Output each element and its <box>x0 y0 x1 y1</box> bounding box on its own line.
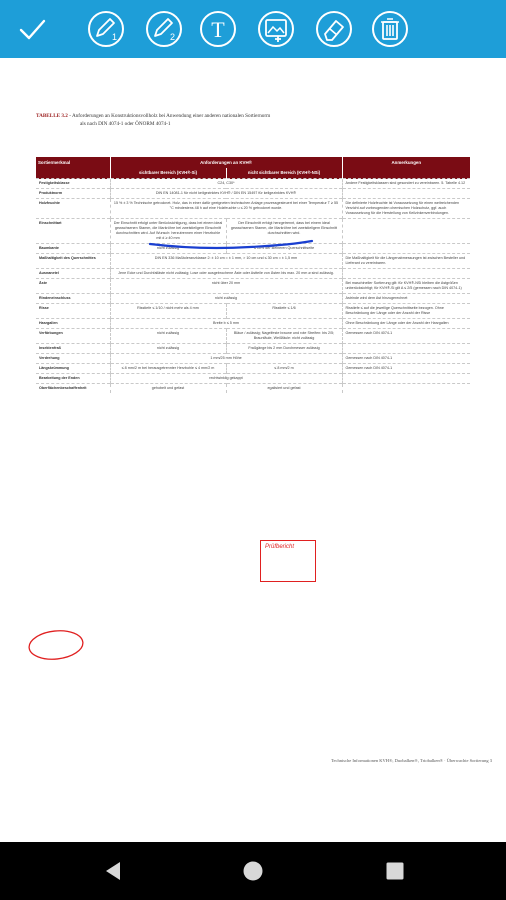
table-row <box>36 319 470 329</box>
cell-sichtbar: nicht zulässig <box>110 329 226 344</box>
cell-merkmal: Holzfeuchte <box>36 199 110 219</box>
cell-sichtbar: Breite b ≤ 5 mm <box>110 319 342 329</box>
cell-sichtbar: Jene Ecke und Durchfalläste nicht zulässig; Lose oder ausgebrochene Äste oder Astteile von Ästen bis max. 20 mm ø sind zulässig. <box>110 269 342 279</box>
cell-anmerkung <box>342 374 470 384</box>
cell-merkmal: Festigkeitsklasse <box>36 179 110 189</box>
table-row <box>36 189 470 199</box>
cell-sichtbar: nicht zulässig <box>110 294 342 304</box>
cell-anmerkung: Ohne Beschränkung der Länge oder der Anzahl der Harzgallen <box>342 319 470 329</box>
system-nav-bar <box>0 842 506 900</box>
table-row <box>36 364 470 374</box>
image-stamp-icon[interactable] <box>256 9 296 49</box>
cell-merkmal: Produktnorm <box>36 189 110 199</box>
cell-merkmal: Längskrümmung <box>36 364 110 374</box>
table-row <box>36 374 470 384</box>
cell-merkmal: Äste <box>36 279 110 294</box>
cell-merkmal: Baumkante <box>36 244 110 254</box>
cell-merkmal: Harzgallen <box>36 319 110 329</box>
cell-anmerkung <box>342 344 470 354</box>
cell-sichtbar: nicht zulässig <box>110 344 226 354</box>
cell-nicht-sichtbar: ≤ 8 mm/2 m <box>226 364 342 374</box>
eraser-icon[interactable] <box>314 9 354 49</box>
table-caption <box>36 112 476 128</box>
table-row <box>36 179 470 189</box>
cell-sichtbar: Der Einschnitt erfolgt unter Berücksichtigung, dass bei einem ideal gewachsenen Stamm, die Markröhre bei zweistieligem Einschnitt durchschnitten wird. Auf Wunsch: herzutrennen einer Herzbohle mit d ≥ 40 mm <box>110 219 226 244</box>
table-row <box>36 199 470 219</box>
cell-nicht-sichtbar: ≤ 10% der kleineren Querschnittseite <box>226 244 342 254</box>
table-row <box>36 269 470 279</box>
cell-anmerkung: Die Maßhaltigkeit für die Längenabmessungen ist zwischen Besteller und Lieferant zu vereinbaren. <box>342 254 470 269</box>
cell-merkmal: Maßhaltigkeit des Querschnittes <box>36 254 110 269</box>
cell-anmerkung: Die definierte Holzfeuchte ist Voraussetzung für einen weitreichenden Verzicht auf vorbeugenden chemischen Holzschutz, ggf. auch Voraussetzung für die Herstellung von Keilzinkenverbindungen. <box>342 199 470 219</box>
header-anforderungen: Anforderungen an KVH® <box>110 157 342 168</box>
cell-merkmal: Einschnittart <box>36 219 110 244</box>
caption-text: - Anforderungen an Konstruktionsvollholz bei Anwendung einer anderen nationalen Sortiernorm <box>67 113 271 119</box>
cell-sichtbar: 1 mm/25 mm Höhe <box>110 354 342 364</box>
table-row <box>36 254 470 269</box>
header-nicht-sichtbar: nicht sichtbarer Bereich (KVH®-NSi) <box>226 168 342 179</box>
home-icon[interactable] <box>241 859 265 883</box>
cell-merkmal: Verdrehung <box>36 354 110 364</box>
confirm-check-icon[interactable] <box>12 9 52 49</box>
caption-subtext: als nach DIN 4074-1 oder ÖNORM 4074-1 <box>80 121 171 127</box>
cell-sichtbar: 15 % ± 3 % Technische getrocknet. Holz, das in einer dafür geeigneten technischen Anlage prozessgesteuert bei einer Temperatur T ≥ 55 °C mindestens 48 h auf eine Holzfeuchte u ≤ 20 % getrocknet wurde. <box>110 199 342 219</box>
red-stamp-annotation[interactable] <box>260 540 316 582</box>
table-row <box>36 354 470 364</box>
cell-anmerkung: Gemessen nach DIN 4074-1 <box>342 364 470 374</box>
cell-sichtbar: rechtwinklig gekappt <box>110 374 342 384</box>
cell-anmerkung: Gemessen nach DIN 4074-1 <box>342 329 470 344</box>
cell-merkmal: Verfärbungen <box>36 329 110 344</box>
table-row <box>36 219 470 244</box>
trash-icon[interactable] <box>370 9 410 49</box>
pen-one-number: 1 <box>112 32 118 42</box>
page-footer: Technische Informationen KVH®, Duobalken®, Triobalken® · Überwachte Sortierung 3 <box>331 758 492 763</box>
cell-anmerkung <box>342 189 470 199</box>
cell-sichtbar: nicht über 20 mm <box>110 279 342 294</box>
cell-anmerkung: Bei maschineller Sortierung gilt: für KVH®-NSi bleiben die Astgrößen unberücksichtigt; für KVH®-Si gilt A ≤ 2/5 (gemessen nach DIN 4074-1) <box>342 279 470 294</box>
cell-sichtbar: DIN EN 336 Maßtoleranzklasse 2: ± 10 cm = ± 1 mm, > 10 cm und ≤ 30 cm = ± 1,5 mm <box>110 254 342 269</box>
cell-sichtbar: Risstiefe ≤ 1/10 / nicht mehr als 4 mm <box>110 304 226 319</box>
caption-label: TABELLE 3.2 <box>36 113 68 119</box>
cell-merkmal: Ausnanetel <box>36 269 110 279</box>
cell-sichtbar: nicht zulässig <box>110 244 226 254</box>
stamp-text: Prüfbericht <box>265 544 295 550</box>
cell-nicht-sichtbar: Der Einschnitt erfolgt herzgetrennt, dass bei einem ideal gewachsenen Stamm, die Markröhre bei zweistieligem Einschnitt durchschnitten wird. <box>226 219 342 244</box>
cell-anmerkung: Andere Festigkeitsklassen sind gesondert zu vereinbaren. 5. Tabelle 4.12 <box>342 179 470 189</box>
table-row <box>36 384 470 394</box>
table-row <box>36 244 470 254</box>
cell-anmerkung: Risstiefe ≤ auf die jeweilige Querschnittseite bezogen. Ohne Beschränkung der Länge oder der Anzahl der Risse <box>342 304 470 319</box>
back-icon[interactable] <box>101 859 125 883</box>
cell-merkmal: Risse <box>36 304 110 319</box>
cell-anmerkung <box>342 269 470 279</box>
table-row <box>36 279 470 294</box>
cell-merkmal: Bearbeitung der Enden <box>36 374 110 384</box>
pen-two-number: 2 <box>170 32 176 42</box>
cell-merkmal: Rindeneinschluss <box>36 294 110 304</box>
cell-sichtbar: ≤ 8 mm/2 m bei herausgetrennter Herzbohle ≤ 4 mm/2 m <box>110 364 226 374</box>
table-body <box>36 179 470 394</box>
cell-anmerkung: Gemessen nach DIN 4074-1 <box>342 354 470 364</box>
table-row <box>36 344 470 354</box>
pen-one-icon[interactable] <box>86 9 126 49</box>
annotation-toolbar <box>0 0 506 58</box>
table-row <box>36 304 470 319</box>
cell-anmerkung <box>342 219 470 244</box>
pen-two-icon[interactable] <box>144 9 184 49</box>
text-tool-icon[interactable] <box>198 9 238 49</box>
cell-nicht-sichtbar: Fraßgänge bis 2 mm Durchmesser zulässig <box>226 344 342 354</box>
header-sichtbar: sichtbarer Bereich (KVH®-Si) <box>110 168 226 179</box>
cell-anmerkung <box>342 244 470 254</box>
cell-anmerkung: Astrinde wird dem Ast hinzugerechnet <box>342 294 470 304</box>
cell-nicht-sichtbar: Bläue / zulässig; Nagelfeste braune und rote Streifen: bis 2/5; Braunfäule, Weißfäule: nicht zulässig <box>226 329 342 344</box>
cell-nicht-sichtbar: Risstiefe ≤ 1/6 <box>226 304 342 319</box>
recents-icon[interactable] <box>383 859 407 883</box>
table-row <box>36 294 470 304</box>
cell-merkmal: Oberflächenbeschaffenheit <box>36 384 110 394</box>
header-anmerkungen: Anmerkungen <box>342 157 470 168</box>
requirements-table <box>36 157 470 393</box>
header-merkmal: Sortiermerkmal <box>36 157 110 168</box>
cell-anmerkung <box>342 384 470 394</box>
text-tool-letter: T <box>211 17 225 42</box>
cell-sichtbar: gehobelt und gefast <box>110 384 226 394</box>
table-row <box>36 329 470 344</box>
cell-sichtbar: C24, C30* <box>110 179 342 189</box>
cell-merkmal: Insektenfraß <box>36 344 110 354</box>
cell-sichtbar: DIN EN 14081-1 für nicht keilgezinktes KVH® / DIN EN 15497 für keilgezinktes KVH® <box>110 189 342 199</box>
cell-nicht-sichtbar: egalisiert und gefast <box>226 384 342 394</box>
